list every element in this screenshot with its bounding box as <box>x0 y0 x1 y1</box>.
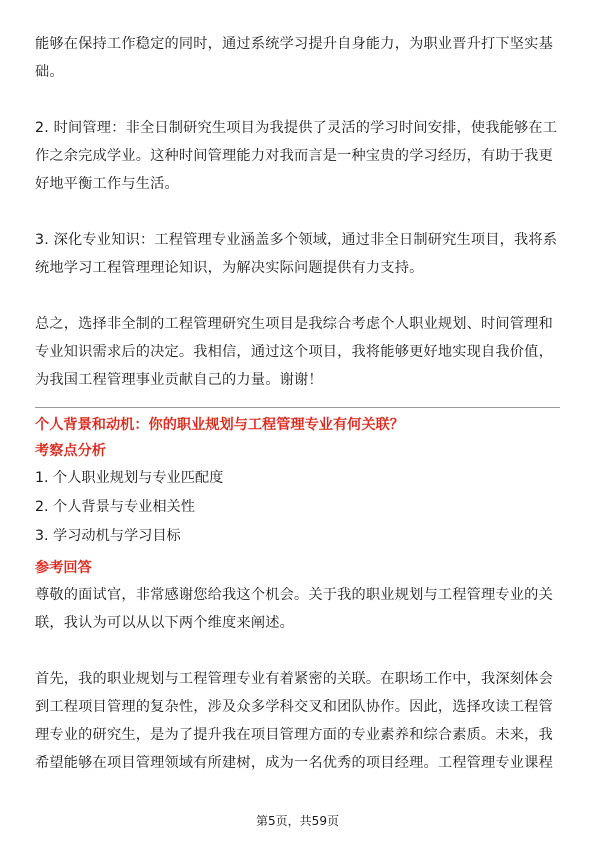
intro-paragraph-3: 3. 深化专业知识：工程管理专业涵盖多个领域，通过非全日制研究生项目，我将系统地学习工程管理理论知识，为解决实际问题提供有力支持。 <box>35 232 558 276</box>
spacer <box>35 86 560 114</box>
analysis-item: 2. 个人背景与专业相关性 <box>35 499 195 515</box>
answer-paragraph-1: 尊敬的面试官，非常感谢您给我这个机会。关于我的职业规划与工程管理专业的关联，我认为可以从以下两个维度来阐述。 <box>35 587 553 631</box>
answer-paragraph-2: 首先，我的职业规划与工程管理专业有着紧密的关联。在职场工作中，我深刻体会到工程项目管理的复杂性，涉及众多学科交叉和团队协作。因此，选择攻读工程管理专业的研究生，是为了提升我在项目管理方面的专业素养和综合素质。未来，我希望能够在项目管理领域有所建树，成为一名优秀的项目经理。工程管理专业课程 <box>35 671 553 771</box>
intro-paragraph-2: 2. 时间管理：非全日制研究生项目为我提供了灵活的学习时间安排，使我能够在工作之余完成学业。这种时间管理能力对我而言是一种宝贵的学习经历，有助于我更好地平衡工作与生活。 <box>35 120 558 192</box>
document-page <box>35 30 560 777</box>
conclusion-paragraph: 总之，选择非全制的工程管理研究生项目是我综合考虑个人职业规划、时间管理和专业知识需求后的决定。我相信，通过这个项目，我将能够更好地实现自我价值，为我国工程管理事业贡献自己的力量。谢谢！ <box>35 316 553 388</box>
answer-heading: 参考回答 <box>35 560 92 576</box>
analysis-item: 3. 学习动机与学习目标 <box>35 528 181 544</box>
question-heading: 个人背景和动机：你的职业规划与工程管理专业有何关联？ <box>35 417 404 433</box>
analysis-item: 1. 个人职业规划与专业匹配度 <box>35 470 224 486</box>
intro-paragraph-1: 能够在保持工作稳定的同时，通过系统学习提升自身能力，为职业晋升打下坚实基础。 <box>35 36 553 80</box>
spacer <box>35 637 560 665</box>
spacer <box>35 282 560 310</box>
section-divider <box>35 407 560 408</box>
spacer <box>35 198 560 226</box>
analysis-heading: 考察点分析 <box>35 443 106 459</box>
page-number: 第5页，共59页 <box>256 814 339 828</box>
